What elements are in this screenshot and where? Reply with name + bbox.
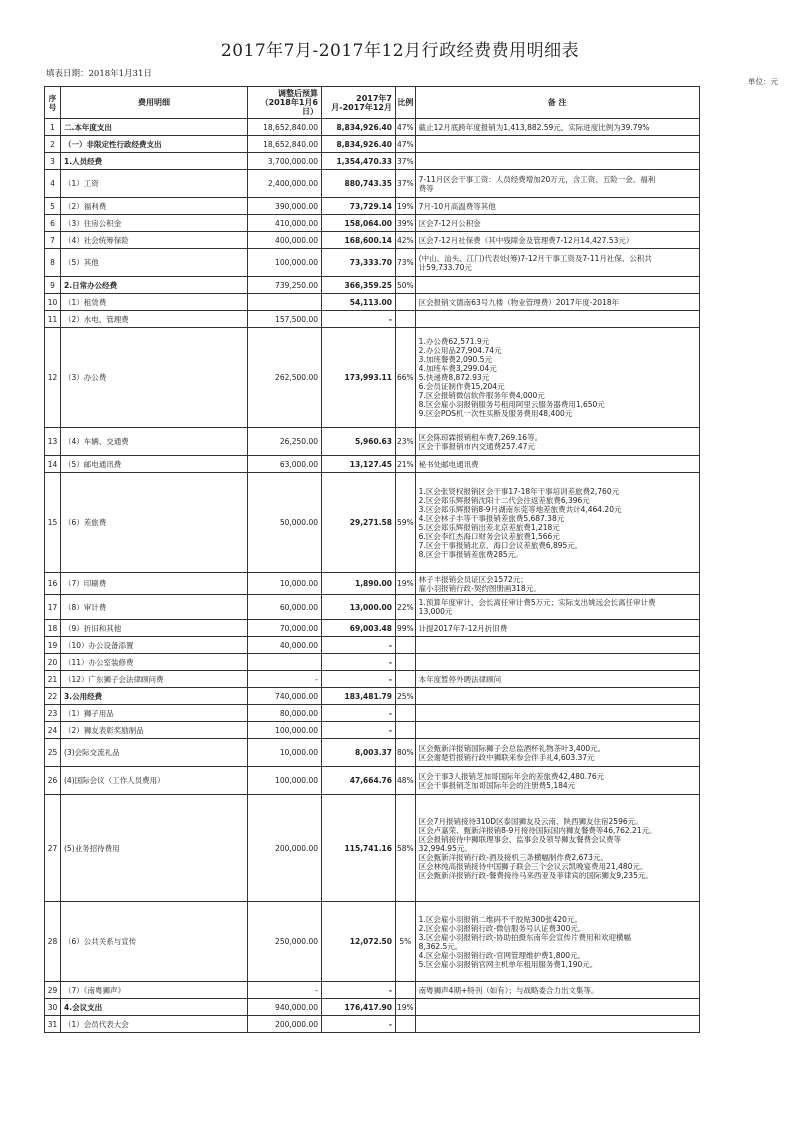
cell-note: [415, 767, 699, 795]
table-row: [45, 328, 700, 428]
table-row: [45, 119, 700, 136]
table-row: [45, 767, 700, 795]
note-line: 5.快递费8,872.93元: [418, 373, 490, 382]
cell-budget: 10,000.00: [248, 739, 322, 767]
cell-note: [415, 722, 699, 739]
table-row: [45, 456, 700, 473]
table-row: [45, 688, 700, 705]
cell-ratio: 25%: [396, 688, 416, 705]
cell-item: （6）公共关系与宣传: [61, 902, 248, 982]
note-line: 区会报销文德南63号九楼（物业管理费）2017年度-2018年: [418, 297, 620, 307]
cell-note: [415, 249, 699, 277]
header-note: 备 注: [415, 87, 699, 119]
cell-ratio: [396, 311, 416, 328]
cell-no: 2: [45, 136, 61, 153]
table-row: [45, 620, 700, 637]
cell-note: [415, 999, 699, 1016]
cell-actual: 69,003.48: [322, 620, 396, 637]
cell-ratio: 39%: [396, 215, 416, 232]
note-line: 4.区会林子丰等干事报销差旅费5,687.38元: [418, 513, 565, 523]
cell-item: (5)业务招待费用: [61, 795, 248, 902]
cell-budget: 26,250.00: [248, 428, 322, 456]
cell-note: [415, 739, 699, 767]
note-line: 7-11月区会干事工资：人员经费增加20万元，含工资、五险一金、福利: [418, 174, 656, 184]
cell-item: 二.本年度支出: [61, 119, 248, 136]
cell-note: [415, 982, 699, 999]
cell-budget: 157,500.00: [248, 311, 322, 328]
cell-actual: -: [322, 654, 396, 671]
cell-actual: 8,003.37: [322, 739, 396, 767]
header-ratio: 比例: [396, 87, 416, 119]
cell-actual: 880,743.35: [322, 170, 396, 198]
cell-ratio: 66%: [396, 328, 416, 428]
cell-actual: 1,354,470.33: [322, 153, 396, 170]
note-line: 7.区会报销微信软件服务年费4,000元: [418, 391, 545, 400]
table-row: [45, 902, 700, 982]
cell-budget: 70,000.00: [248, 620, 322, 637]
cell-ratio: 19%: [396, 573, 416, 595]
cell-ratio: 58%: [396, 795, 416, 902]
cell-note: [415, 153, 699, 170]
cell-budget: 60,000.00: [248, 595, 322, 620]
note-line: 2.区会郑乐辉报销沈阳十二代会往返差旅费6,396元: [418, 495, 590, 505]
note-line: 3.区会郑乐辉报销8-9月湖南东莞等地差旅费共计4,464.20元: [418, 504, 622, 514]
cell-ratio: 5%: [396, 902, 416, 982]
cell-actual: 8,834,926.40: [322, 119, 396, 136]
cell-item: （2）水电、管理费: [61, 311, 248, 328]
table-row: [45, 215, 700, 232]
cell-ratio: 19%: [396, 999, 416, 1016]
table-row: [45, 999, 700, 1016]
fill-date: 填表日期：2018年1月31日: [46, 69, 152, 79]
cell-note: [415, 902, 699, 982]
cell-item: （4）社会统筹保险: [61, 232, 248, 249]
cell-no: 5: [45, 198, 61, 215]
note-line: 8.区会雇小羽报销服务号租用阿里云服务器费用1,650元: [418, 400, 605, 409]
cell-ratio: 47%: [396, 136, 416, 153]
note-line: 区会甄新洋报销行政-酒及接机三条横幅制作费2,673元。: [418, 852, 608, 862]
cell-note: [415, 119, 699, 136]
note-line: 本年度暂停外聘法律顾问: [418, 674, 502, 684]
cell-budget: 940,000.00: [248, 999, 322, 1016]
note-line: 7月-10月高温费等其他: [418, 201, 496, 211]
note-line: 区会7-12月公积金: [418, 218, 481, 228]
note-line: 南粤狮声4期+特刊（如有）；与战略委合力出文集等。: [418, 985, 599, 995]
cell-ratio: [396, 722, 416, 739]
note-line: 区会甄新洋报销行政-餐费接待马来西亚及菲律宾的国际狮友9,235元。: [418, 870, 653, 880]
table-row: [45, 153, 700, 170]
cell-note: [415, 170, 699, 198]
cell-no: 14: [45, 456, 61, 473]
note-line: 区会林纯高报销接待中国狮子联会三个会议云凯晚宴费用21,480元。: [418, 861, 648, 871]
cell-note: [415, 215, 699, 232]
note-line: 1.办公费62,571.9元: [418, 337, 490, 346]
cell-item: （1）租赁费: [61, 294, 248, 311]
table-row: [45, 637, 700, 654]
cell-actual: 73,333.70: [322, 249, 396, 277]
note-line: 4.加班车费3,299.04元: [418, 364, 497, 373]
cell-actual: 12,072.50: [322, 902, 396, 982]
cell-budget: 100,000.00: [248, 767, 322, 795]
cell-no: 13: [45, 428, 61, 456]
cell-no: 9: [45, 277, 61, 294]
cell-no: 19: [45, 637, 61, 654]
cell-actual: 73,729.14: [322, 198, 396, 215]
cell-item: （12）广东狮子会法律顾问费: [61, 671, 248, 688]
cell-budget: 410,000.00: [248, 215, 322, 232]
note-line: 4.区会雇小羽报销行政-官网管理维护费1,800元。: [418, 950, 586, 960]
cell-item: 4.会议支出: [61, 999, 248, 1016]
cell-no: 4: [45, 170, 61, 198]
cell-budget: 200,000.00: [248, 795, 322, 902]
cell-note: [415, 1016, 699, 1033]
cell-actual: 13,000.00: [322, 595, 396, 620]
note-line: 1.预算年度审计、会长离任审计费5万元；实际支出姚远会长离任审计费: [418, 598, 656, 607]
cell-item: （3）办公费: [61, 328, 248, 428]
note-line: 区会干事报销市内交通费257.47元: [418, 441, 535, 451]
cell-actual: 5,960.63: [322, 428, 396, 456]
table-row: [45, 722, 700, 739]
cell-item: （1）工资: [61, 170, 248, 198]
note-line: 截止12月底跨年度报销为1,413,882.59元，实际进度比例为39.79%: [418, 122, 650, 132]
cell-no: 28: [45, 902, 61, 982]
cell-budget: 740,000.00: [248, 688, 322, 705]
table-row: [45, 277, 700, 294]
note-line: 区会谢楚哲报销行政中狮联来参会伴手礼4,603.37元: [418, 752, 595, 762]
cell-budget: -: [248, 671, 322, 688]
cell-budget: 100,000.00: [248, 249, 322, 277]
cell-no: 31: [45, 1016, 61, 1033]
cell-note: [415, 232, 699, 249]
cell-no: 12: [45, 328, 61, 428]
note-line: 13,000元: [418, 607, 453, 616]
cell-budget: 250,000.00: [248, 902, 322, 982]
table-row: [45, 294, 700, 311]
cell-budget: [248, 294, 322, 311]
cell-item: （7）印刷费: [61, 573, 248, 595]
cell-item: （2）福利费: [61, 198, 248, 215]
cell-actual: -: [322, 311, 396, 328]
cell-budget: -: [248, 982, 322, 999]
table-row: [45, 739, 700, 767]
cell-note: [415, 573, 699, 595]
cell-no: 27: [45, 795, 61, 902]
note-line: 8,362.5元。: [418, 941, 463, 951]
cell-item: (3)会际交流礼品: [61, 739, 248, 767]
note-line: 区会报销接待中狮联理事会、监事会及领导狮友餐费会议费等: [418, 834, 622, 844]
header-item: 费用明细: [61, 87, 248, 119]
cell-no: 6: [45, 215, 61, 232]
cell-note: [415, 795, 699, 902]
cell-budget: 10,000.00: [248, 573, 322, 595]
cell-no: 26: [45, 767, 61, 795]
cell-no: 3: [45, 153, 61, 170]
note-line: 6.区会李红杰海口财务会议差旅费1,566元: [418, 531, 560, 541]
cell-note: [415, 637, 699, 654]
cell-no: 20: [45, 654, 61, 671]
table-row: [45, 982, 700, 999]
cell-item: 2.日常办公经费: [61, 277, 248, 294]
cell-note: [415, 277, 699, 294]
cell-item: （一）非限定性行政经费支出: [61, 136, 248, 153]
cell-item: （1）会员代表大会: [61, 1016, 248, 1033]
note-line: 32,994.95元。: [418, 843, 472, 853]
cell-actual: 173,993.11: [322, 328, 396, 428]
note-line: 费等: [418, 183, 434, 193]
cell-no: 8: [45, 249, 61, 277]
cell-actual: -: [322, 1016, 396, 1033]
note-line: 雇小羽报销行政-契约图册画318元。: [418, 583, 541, 593]
cell-ratio: 22%: [396, 595, 416, 620]
cell-no: 30: [45, 999, 61, 1016]
note-line: 2.区会雇小羽报销行政-微信服务号认证费300元。: [418, 923, 586, 933]
cell-note: [415, 311, 699, 328]
cell-ratio: 37%: [396, 170, 416, 198]
cell-ratio: 37%: [396, 153, 416, 170]
cell-note: [415, 620, 699, 637]
cell-no: 1: [45, 119, 61, 136]
cell-ratio: [396, 294, 416, 311]
table-row: [45, 671, 700, 688]
note-line: 9.区会POS机一次性买断及服务费用48,400元: [418, 409, 573, 418]
cell-ratio: 42%: [396, 232, 416, 249]
cell-actual: 158,064.00: [322, 215, 396, 232]
cell-budget: 50,000.00: [248, 473, 322, 573]
note-line: 5.区会雇小羽报销官网主机单年租用服务费1,190元。: [418, 959, 598, 969]
cell-no: 25: [45, 739, 61, 767]
cell-item: （8）审计费: [61, 595, 248, 620]
cell-actual: 54,113.00: [322, 294, 396, 311]
note-line: 1.区会张贤权报销区会干事17-18年干事培训差旅费2,760元: [418, 486, 620, 496]
cell-ratio: [396, 637, 416, 654]
cell-item: (4)国际会议（工作人员费用）: [61, 767, 248, 795]
cell-actual: 115,741.16: [322, 795, 396, 902]
cell-ratio: 19%: [396, 198, 416, 215]
cell-actual: 13,127.45: [322, 456, 396, 473]
page-title: 2017年7月-2017年12月行政经费费用明细表: [220, 41, 580, 61]
cell-actual: 8,834,926.40: [322, 136, 396, 153]
note-line: (中山、汕头、江门)代表处(筹)7-12月干事工资及7-11月社保、公积共: [418, 253, 652, 263]
cell-budget: 40,000.00: [248, 637, 322, 654]
cell-budget: [248, 654, 322, 671]
cell-ratio: 47%: [396, 119, 416, 136]
cell-no: 17: [45, 595, 61, 620]
table-row: [45, 311, 700, 328]
cell-budget: 3,700,000.00: [248, 153, 322, 170]
note-line: 7.区会干事报销北京、海口会议差旅费6,895元。: [418, 540, 583, 550]
cell-budget: 63,000.00: [248, 456, 322, 473]
cell-actual: -: [322, 671, 396, 688]
cell-actual: 168,600.14: [322, 232, 396, 249]
table-row: [45, 654, 700, 671]
cell-item: （2）狮友表彰奖励制品: [61, 722, 248, 739]
cell-note: [415, 654, 699, 671]
cell-item: （5）其他: [61, 249, 248, 277]
cell-no: 18: [45, 620, 61, 637]
cell-no: 10: [45, 294, 61, 311]
cell-note: [415, 595, 699, 620]
note-line: 3.加班餐费2,090.5元: [418, 355, 492, 364]
table-row: [45, 249, 700, 277]
cell-budget: 200,000.00: [248, 1016, 322, 1033]
cell-budget: 2,400,000.00: [248, 170, 322, 198]
table-row: [45, 232, 700, 249]
cell-ratio: [396, 705, 416, 722]
currency-unit: 单位：元: [748, 77, 778, 86]
note-line: 区会7月报销接待310D区泰国狮友及云南、陕西狮友住宿2596元。: [418, 816, 643, 826]
note-line: 计提2017年7-12月折旧费: [418, 623, 508, 633]
cell-no: 23: [45, 705, 61, 722]
table-row: [45, 473, 700, 573]
cell-actual: 183,481.79: [322, 688, 396, 705]
cell-budget: 739,250.00: [248, 277, 322, 294]
cell-actual: 176,417.90: [322, 999, 396, 1016]
cell-ratio: 23%: [396, 428, 416, 456]
cell-ratio: 59%: [396, 473, 416, 573]
cell-note: [415, 294, 699, 311]
cell-item: （7）《南粤狮声》: [61, 982, 248, 999]
cell-note: [415, 671, 699, 688]
cell-no: 11: [45, 311, 61, 328]
table-row: [45, 136, 700, 153]
cell-ratio: 80%: [396, 739, 416, 767]
cell-budget: 18,652,840.00: [248, 136, 322, 153]
cell-ratio: [396, 671, 416, 688]
cell-item: （4）车辆、交通费: [61, 428, 248, 456]
note-line: 计59,733.70元: [418, 262, 472, 272]
note-line: 林子丰报销会员证区会1572元；: [418, 574, 528, 584]
expense-table: [44, 86, 700, 1033]
note-line: 区会甄新洋报销国际狮子会总监酒杯礼物茶叶3,400元。: [418, 743, 606, 753]
cell-ratio: 21%: [396, 456, 416, 473]
cell-ratio: 73%: [396, 249, 416, 277]
note-line: 3.区会雇小羽报销行政-协助拍摄东南年会宣传片费用和欢迎横幅: [418, 932, 632, 942]
note-line: 区会陈琼霖报销租车费7,269.16等。: [418, 432, 543, 442]
cell-ratio: 48%: [396, 767, 416, 795]
cell-actual: -: [322, 705, 396, 722]
cell-actual: 47,664.76: [322, 767, 396, 795]
cell-note: [415, 428, 699, 456]
cell-no: 29: [45, 982, 61, 999]
cell-actual: 366,359.25: [322, 277, 396, 294]
cell-budget: 400,000.00: [248, 232, 322, 249]
cell-item: （11）办公室装修费: [61, 654, 248, 671]
table-row: [45, 795, 700, 902]
cell-ratio: [396, 982, 416, 999]
cell-actual: 29,271.58: [322, 473, 396, 573]
header-no: 序号: [45, 87, 61, 119]
cell-note: [415, 705, 699, 722]
cell-ratio: [396, 1016, 416, 1033]
cell-item: 1.人员经费: [61, 153, 248, 170]
table-row: [45, 428, 700, 456]
note-line: 区会7-12月社保费（其中残障金及管理费7-12月14,427.53元）: [418, 235, 634, 245]
cell-no: 16: [45, 573, 61, 595]
cell-item: （10）办公设备添置: [61, 637, 248, 654]
header-budget: 调整后预算（2018年1月6日）: [248, 87, 322, 119]
note-line: 秘书处邮电通讯费: [418, 459, 479, 469]
table-row: [45, 198, 700, 215]
cell-item: （6）差旅费: [61, 473, 248, 573]
cell-budget: 80,000.00: [248, 705, 322, 722]
note-line: 1.区会雇小羽报销二维码不干胶贴300张420元。: [418, 914, 582, 924]
header-actual: 2017年7月-2017年12月: [322, 87, 396, 119]
note-line: 区会干事报销芝加哥国际年会的注册费5,184元: [418, 780, 576, 790]
cell-item: （5）邮电通讯费: [61, 456, 248, 473]
table-row: [45, 573, 700, 595]
cell-note: [415, 456, 699, 473]
cell-actual: -: [322, 722, 396, 739]
cell-ratio: 99%: [396, 620, 416, 637]
note-line: 6.会员证制作费15,204元: [418, 382, 505, 391]
table-row: [45, 595, 700, 620]
cell-budget: 262,500.00: [248, 328, 322, 428]
table-header-row: [45, 87, 700, 119]
note-line: 区会干事3人报销芝加哥国际年会的差旅费42,480.76元: [418, 771, 605, 781]
cell-note: [415, 688, 699, 705]
cell-item: （1）狮子用品: [61, 705, 248, 722]
table-row: [45, 170, 700, 198]
cell-no: 7: [45, 232, 61, 249]
cell-no: 24: [45, 722, 61, 739]
cell-budget: 18,652,840.00: [248, 119, 322, 136]
note-line: 8.区会干事报销差旅费285元。: [418, 549, 523, 559]
cell-item: （9）折旧和其他: [61, 620, 248, 637]
cell-actual: 1,890.00: [322, 573, 396, 595]
note-line: 区会卢嘉荣、甄新洋报销8-9月接待国际国内狮友餐费等46,762.21元。: [418, 825, 657, 835]
cell-actual: -: [322, 637, 396, 654]
cell-note: [415, 198, 699, 215]
cell-note: [415, 473, 699, 573]
cell-no: 21: [45, 671, 61, 688]
cell-budget: 100,000.00: [248, 722, 322, 739]
note-line: 2.办公用品27,904.74元: [418, 346, 502, 355]
cell-note: [415, 328, 699, 428]
table-row: [45, 1016, 700, 1033]
cell-ratio: [396, 654, 416, 671]
cell-actual: -: [322, 982, 396, 999]
cell-no: 22: [45, 688, 61, 705]
cell-ratio: 50%: [396, 277, 416, 294]
cell-note: [415, 136, 699, 153]
cell-no: 15: [45, 473, 61, 573]
cell-item: 3.公用经费: [61, 688, 248, 705]
cell-budget: 390,000.00: [248, 198, 322, 215]
table-body: [45, 119, 700, 1033]
note-line: 5.区会郑乐辉报销出差北京差旅费1,218元: [418, 522, 560, 532]
table-row: [45, 705, 700, 722]
cell-item: （3）住房公积金: [61, 215, 248, 232]
